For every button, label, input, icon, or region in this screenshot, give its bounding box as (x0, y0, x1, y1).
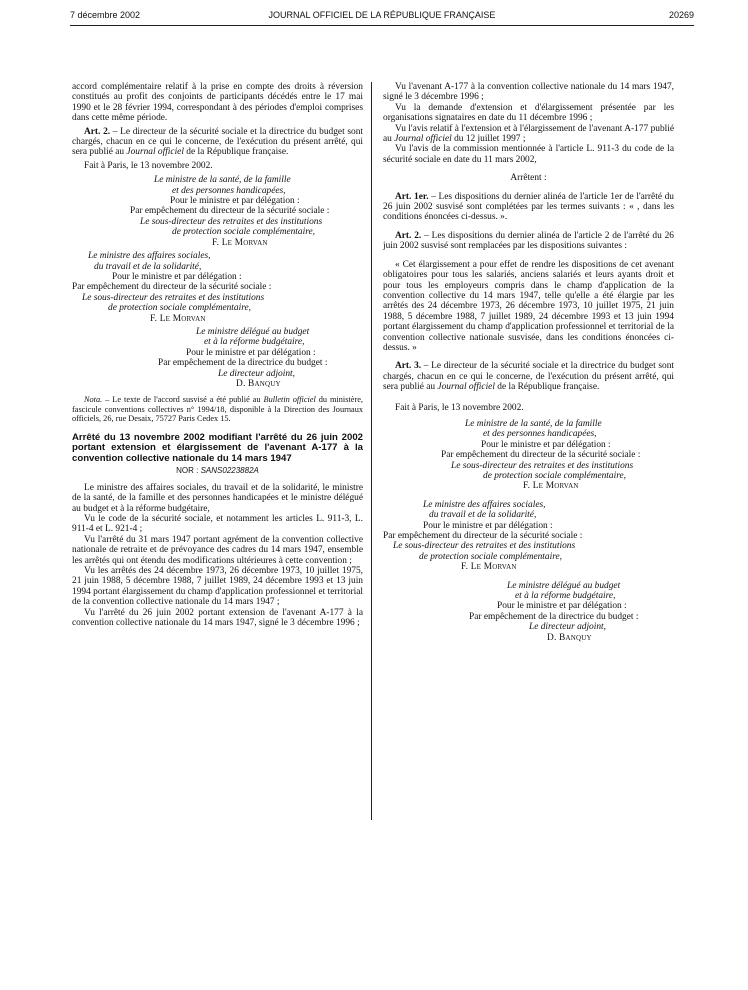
signatory-name: F. Le Morvan (461, 562, 517, 573)
article-label: Art. 1er. (395, 191, 429, 202)
visa: Vu l'arrêté du 26 juin 2002 portant extension de l'avenant A-177 à la convention collective nationale du 14 mars 1947, signé le 3 décembre 1996 ; (72, 607, 363, 629)
nota: Nota. – Le texte de l'accord susvisé a été publié au Bulletin officiel du ministère, fascicule conventions collectives n° 1994/18, disponible à la Direction des Journaux officiels, 26, rue Desaix, 75727 Paris Cedex 15. (72, 395, 363, 424)
signature-block-sante: Le ministre de la santé, de la famille et des personnes handicapées, Pour le ministre et par délégation : Par empêchement du directeur de la sécurité sociale : Le sous-directeur des retraites et des institutions de protection sociale complémentaire, F. Le Morvan (383, 419, 674, 492)
signature-block-sante: Le ministre de la santé, de la famille et des personnes handicapées, Pour le ministre et par délégation : Par empêchement du directeur de la sécurité sociale : Le sous-directeur des retraites et des institutions de protection sociale complémentaire, F. Le Morvan (72, 175, 363, 248)
signature-block-affaires-sociales: Le ministre des affaires sociales, du travail et de la solidarité, Pour le ministre et par délégation : Par empêchement du directeur de la sécurité sociale : Le sous-directeur des retraites et des institutions de protection sociale complémentaire, F. Le Morvan (72, 251, 363, 324)
visa: Vu le code de la sécurité sociale, et notamment les articles L. 911-3, L. 911-4 et L. 921-4 ; (72, 514, 363, 535)
left-column (72, 82, 363, 628)
signing-place-date: Fait à Paris, le 13 novembre 2002. (84, 160, 213, 171)
page-number: 20269 (668, 10, 694, 20)
signatory-name: D. Banquy (547, 632, 592, 643)
visa: Vu l'arrêté du 31 mars 1947 portant agrément de la convention collective nationale de retraite et de prévoyance des cadres du 14 mars 1947, ensemble les arrêtés qui ont étendu des modifications ultérieures à cette convention ; (72, 534, 363, 566)
visa: Vu l'avis de la commission mentionnée à l'article L. 911-3 du code de la sécurité sociale en date du 11 mars 2002, (383, 144, 674, 165)
arretent-heading: Arrêtent : (510, 173, 547, 184)
signature-block-affaires-sociales: Le ministre des affaires sociales, du travail et de la solidarité, Pour le ministre et par délégation : Par empêchement du directeur de la sécurité sociale : Le sous-directeur des retraites et des institutions de protection sociale complémentaire, F. Le Morvan (383, 500, 674, 573)
visa: Le ministre des affaires sociales, du travail et de la solidarité, le ministre de la santé, de la famille et des personnes handicapées et le ministre délégué au budget et à la réforme budgétaire, (72, 482, 363, 514)
article-3: Art. 3. – Le directeur de la sécurité sociale et la directrice du budget sont chargés, chacun en ce qui le concerne, de l'exécution du présent arrêté, qui sera publié au Journal officiel de la République française. (383, 361, 674, 393)
header-rule (70, 25, 694, 26)
visa: Vu la demande d'extension et d'élargissement présentée par les organisations signataires en date du 11 décembre 1996 ; (383, 102, 674, 124)
visa: Vu l'avis relatif à l'extension et à l'élargissement de l'avenant A-177 publié au Journal officiel du 12 juillet 1997 ; (383, 123, 674, 145)
article-label: Art. 2. (84, 126, 111, 137)
issue-date: 7 décembre 2002 (70, 10, 141, 20)
signatory-name: D. Banquy (236, 378, 281, 389)
article-2: Art. 2. – Les dispositions du dernier alinéa de l'article 2 de l'arrêté du 26 juin 2002 susvisé sont remplacées par les dispositions suivantes : (383, 230, 674, 252)
journal-title: JOURNAL OFFICIEL DE LA RÉPUBLIQUE FRANÇAISE (268, 10, 496, 20)
signature-block-budget: Le ministre délégué au budget et à la réforme budgétaire, Pour le ministre et par délégation : Par empêchement de la directrice du budget : Le directeur adjoint, D. Banquy (383, 581, 674, 643)
visa: Vu l'avenant A-177 à la convention collective nationale du 14 mars 1947, signé le 3 décembre 1996 ; (383, 82, 674, 103)
column-divider (371, 82, 372, 820)
signatory-name: F. Le Morvan (212, 237, 268, 248)
decree-title: Arrêté du 13 novembre 2002 modifiant l'arrêté du 26 juin 2002 portant extension et élargissement de l'avenant A-177 à la convention collective nationale du 14 mars 1947 (72, 431, 363, 464)
signature-block-budget: Le ministre délégué au budget et à la réforme budgétaire, Pour le ministre et par délégation : Par empêchement de la directrice du budget : Le directeur adjoint, D. Banquy (72, 327, 363, 389)
article-label: Art. 3. (395, 361, 422, 372)
quoted-provision: « Cet élargissement a pour effet de rendre les dispositions de cet avenant obligatoires pour tous les salariés, anciens salariés et leurs ayants droit et pour tous les employeurs compris dans le champ d'application de la convention collective du 14 mars 1947, telle qu'elle a été élargie par les arrêtés des 24 décembre 1973, 26 décembre 1973, 10 juillet 1975, 21 juin 1988, 5 décembre 1988, 7 juillet 1989, 24 décembre 1993 et 13 juin 1994 portant élargissement du champ d'application professionnel et territorial de la convention collective nationale susvisée, dans les conditions énoncées ci-dessus. » (383, 259, 674, 353)
signatory-name: F. Le Morvan (523, 481, 579, 492)
paragraph: accord complémentaire relatif à la prise en compte des droits à réversion constitués au profit des conjoints de participants décédés entre le 17 mai 1990 et le 28 février 1994, correspondant à des périodes d'emploi comprises dans cette même période. (72, 82, 363, 124)
right-column (383, 82, 674, 643)
signing-place-date: Fait à Paris, le 13 novembre 2002. (395, 402, 524, 413)
page-header (70, 10, 694, 26)
article-label: Art. 2. (395, 230, 422, 241)
nor-reference: NOR : SANS0223882A (176, 466, 259, 476)
signatory-name: F. Le Morvan (150, 313, 206, 324)
article-2: Art. 2. – Le directeur de la sécurité sociale et la directrice du budget sont chargés, chacun en ce qui le concerne, de l'exécution du présent arrêté, qui sera publié au Journal officiel de la République française. (72, 126, 363, 158)
visa: Vu les arrêtés des 24 décembre 1973, 26 décembre 1973, 10 juillet 1975, 21 juin 1988, 5 décembre 1988, 7 juillet 1989, 24 décembre 1993 et 13 juin 1994 portant élargissement du champ d'application professionnel et territorial de la convention collective nationale du 14 mars 1947 ; (72, 566, 363, 608)
article-1: Art. 1er. – Les dispositions du dernier alinéa de l'article 1er de l'arrêté du 26 juin 2002 susvisé sont complétées par les termes suivants : « , dans les conditions énoncées ci-dessus. ». (383, 191, 674, 223)
